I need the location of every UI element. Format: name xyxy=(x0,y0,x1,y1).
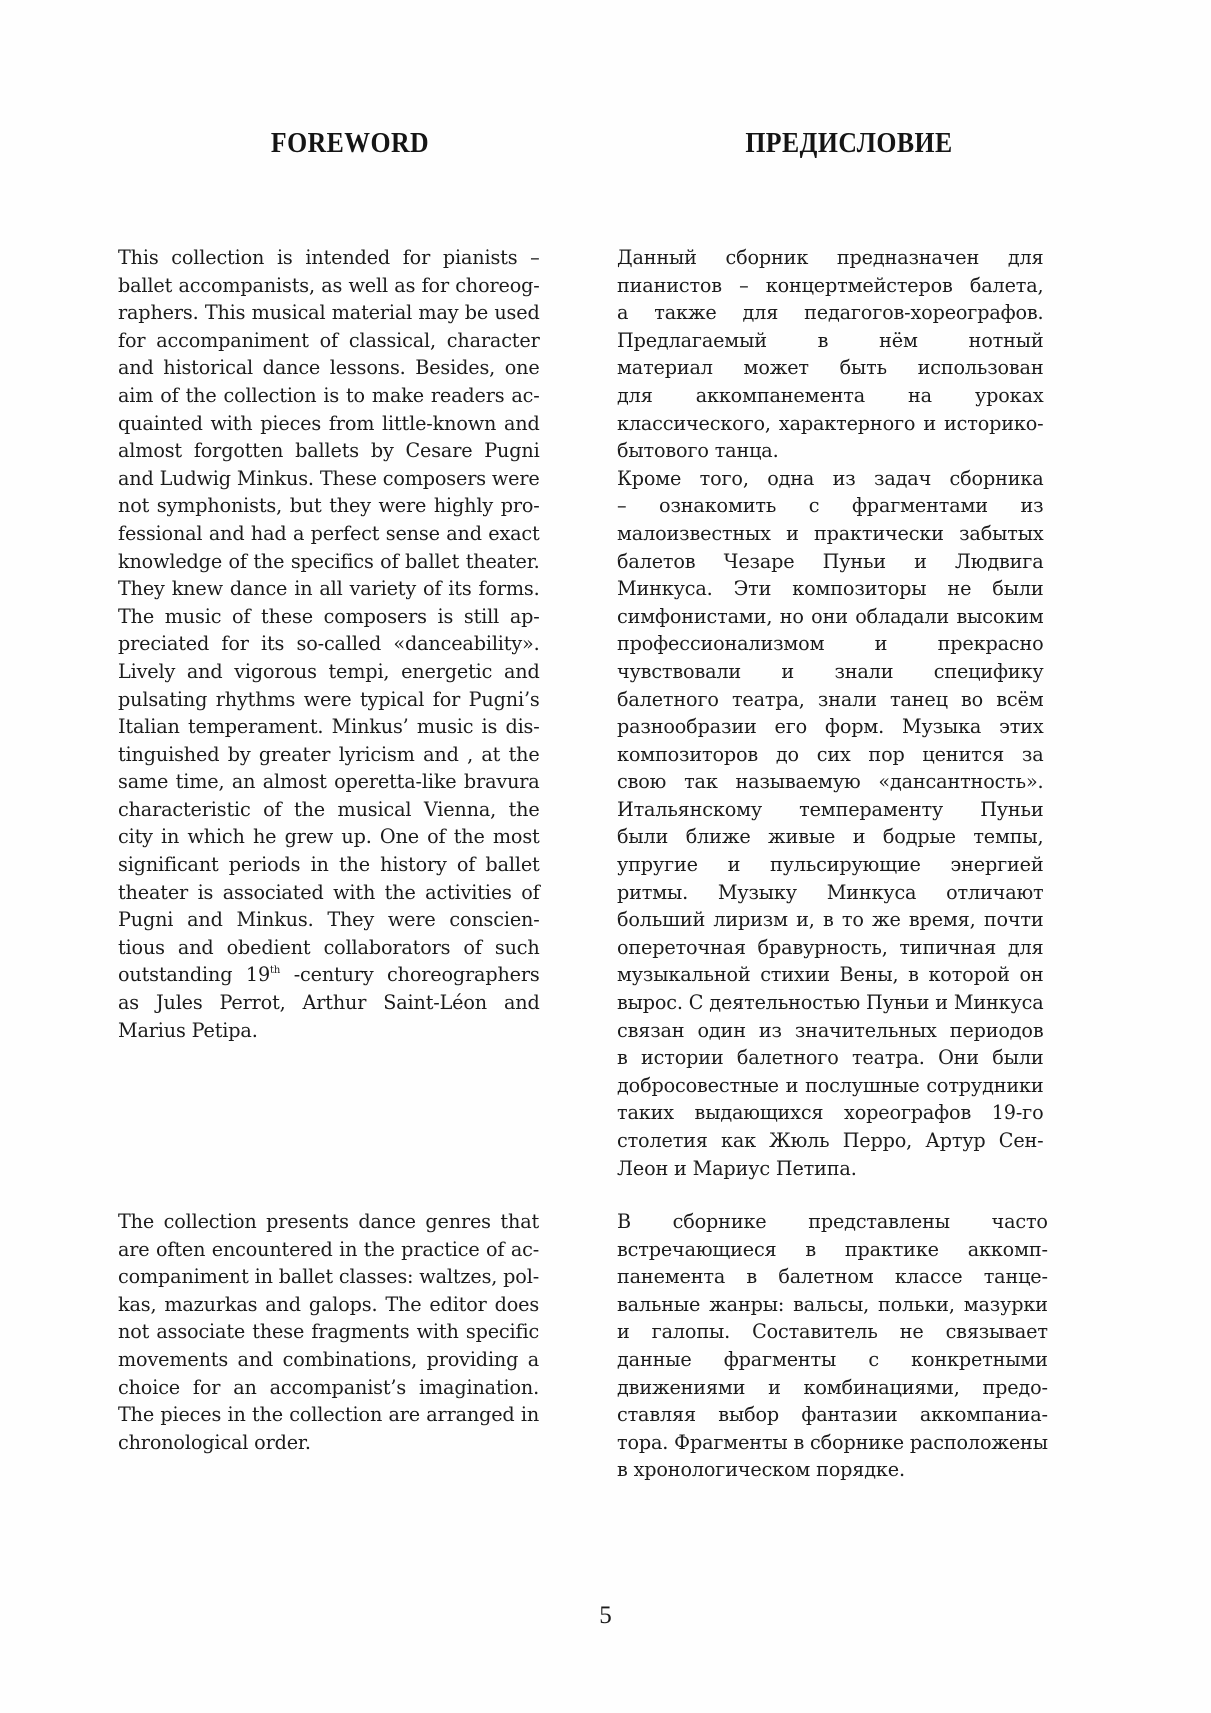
text-line: This collection is intended for pianists – xyxy=(118,246,540,269)
text-line: композиторов до сих пор ценится за xyxy=(617,742,1044,766)
text-line: ритмы. Музыку Минкуса отличают xyxy=(617,880,1044,904)
text-line: и галопы. Составитель не связывает xyxy=(617,1320,1048,1344)
text-line: characteristic of the musical Vienna, the xyxy=(118,797,540,821)
text-line-with-superscript xyxy=(118,961,540,989)
text-line: movements and combinations, providing a xyxy=(118,1347,540,1371)
text-line: В сборнике представлены часто xyxy=(617,1210,1048,1233)
text-line: as Jules Perrot, Arthur Saint-Léon and xyxy=(118,991,540,1015)
text-line: companiment in ballet classes: waltzes, pol- xyxy=(118,1265,540,1289)
text-line: and Ludwig Minkus. These composers were xyxy=(118,466,540,490)
text-line: almost forgotten ballets by Cesare Pugni xyxy=(118,439,540,463)
text-line: chronological order. xyxy=(118,1430,311,1454)
text-line: The pieces in the collection are arranged in xyxy=(118,1403,540,1427)
text-line: city in which he grew up. One of the most xyxy=(118,825,540,849)
text-line: а также для педагогов-хореографов. xyxy=(617,301,1044,325)
heading-predislovie: ПРЕДИСЛОВИЕ xyxy=(745,128,953,159)
text-line: разнообразии его форм. Музыка этих xyxy=(617,715,1044,739)
heading-foreword: FOREWORD xyxy=(270,128,430,159)
text-line: same time, an almost operetta-like bravura xyxy=(118,770,540,794)
text-line: столетия как Жюль Перро, Артур Сен- xyxy=(617,1129,1044,1152)
text-line: чувствовали и знали специфику xyxy=(617,659,1044,683)
text-line: больший лиризм и, в то же время, почти xyxy=(617,908,1044,932)
text-line: and historical dance lessons. Besides, one xyxy=(118,356,540,380)
text-line: tious and obedient collaborators of such xyxy=(118,935,540,959)
text-line: Предлагаемый в нём нотный xyxy=(617,328,1044,352)
text-line: классического, характерного и историко- xyxy=(617,411,1044,435)
text-line: упругие и пульсирующие энергией xyxy=(617,853,1044,877)
text-line: significant periods in the history of ballet xyxy=(118,853,540,877)
text-line: raphers. This musical material may be used xyxy=(118,301,540,325)
text-line: в хронологическом порядке. xyxy=(617,1458,905,1482)
text-line: pulsating rhythms were typical for Pugni’s xyxy=(118,687,540,711)
text-line: Marius Petipa. xyxy=(118,1018,258,1042)
text-line: fessional and had a perfect sense and exact xyxy=(118,521,540,545)
english-paragraph-2 xyxy=(118,1208,539,1456)
text-line: choice for an accompanist’s imagination. xyxy=(118,1375,540,1399)
page-number: 5 xyxy=(599,1602,612,1629)
text-line: not symphonists, but they were highly pro- xyxy=(118,494,540,518)
text-line: балетов Чезаре Пуньи и Людвига xyxy=(617,549,1044,573)
text-line: tinguished by greater lyricism and , at the xyxy=(118,742,540,766)
text-line: The music of these composers is still ap- xyxy=(118,604,540,628)
text-line: вальные жанры: вальсы, польки, мазурки xyxy=(617,1292,1048,1316)
text-line: Данный сборник предназначен для xyxy=(617,246,1044,269)
text-line: музыкальной стихии Вены, в которой он xyxy=(617,963,1044,987)
english-paragraph-1 xyxy=(118,244,540,1044)
text-line: встречающиеся в практике аккомп- xyxy=(617,1237,1048,1261)
text-line: Леон и Мариус Петипа. xyxy=(617,1156,857,1180)
text-line: балетного театра, знали танец во всём xyxy=(617,687,1044,711)
text-line: тора. Фрагменты в сборнике расположены xyxy=(617,1430,1048,1454)
russian-paragraph-1 xyxy=(617,244,1044,1182)
text-line: были ближе живые и бодрые темпы, xyxy=(617,825,1044,849)
text-line: Минкуса. Эти композиторы не были xyxy=(617,577,1044,601)
text-line: в истории балетного театра. Они были xyxy=(617,1046,1044,1070)
text-line: preciated for its so-called «danceability». xyxy=(118,632,540,656)
text-line: опереточная бравурность, типичная для xyxy=(617,935,1044,959)
text-line: пианистов – концертмейстеров балета, xyxy=(617,273,1044,297)
text-line: theater is associated with the activities of xyxy=(118,880,540,904)
text-line: quainted with pieces from little-known and xyxy=(118,411,540,435)
text-line: The collection presents dance genres that xyxy=(118,1210,540,1233)
text-line: связан один из значительных периодов xyxy=(617,1018,1044,1042)
text-line: движениями и комбинациями, предо- xyxy=(617,1375,1048,1399)
text-line: – ознакомить с фрагментами из xyxy=(617,494,1044,518)
text-line: малоизвестных и практически забытых xyxy=(617,521,1044,545)
text-line: профессионализмом и прекрасно xyxy=(617,632,1044,656)
text-line: для аккомпанемента на уроках xyxy=(617,383,1044,407)
text-line: Lively and vigorous tempi, energetic and xyxy=(118,659,540,683)
russian-paragraph-2 xyxy=(617,1208,1048,1484)
text-line: таких выдающихся хореографов 19-го xyxy=(617,1101,1044,1125)
text-line: Italian temperament. Minkus’ music is dis- xyxy=(118,715,540,739)
text-line: данные фрагменты с конкретными xyxy=(617,1347,1048,1371)
text-line: They knew dance in all variety of its forms. xyxy=(118,577,540,601)
text-line: Кроме того, одна из задач сборника xyxy=(617,466,1044,490)
text-line: Pugni and Minkus. They were conscien- xyxy=(118,908,540,932)
text-line: ballet accompanists, as well as for choreog- xyxy=(118,273,540,297)
text-line: симфонистами, но они обладали высоким xyxy=(617,604,1044,628)
text-line: for accompaniment of classical, character xyxy=(118,328,540,352)
text-line: ставляя выбор фантазии аккомпаниа- xyxy=(617,1403,1048,1427)
text-line: свою так называемую «дансантность». xyxy=(617,770,1044,794)
text-fragment: outstanding 19 xyxy=(118,963,271,987)
ordinal-superscript: th xyxy=(270,965,281,977)
text-fragment: -century choreographers xyxy=(280,963,540,987)
text-line: kas, mazurkas and galops. The editor does xyxy=(118,1292,540,1316)
text-line: панемента в балетном классе танце- xyxy=(617,1265,1048,1289)
text-line: Итальянскому темпераменту Пуньи xyxy=(617,797,1044,821)
text-line: материал может быть использован xyxy=(617,356,1044,380)
text-line: вырос. С деятельностью Пуньи и Минкуса xyxy=(617,991,1044,1015)
text-line: добросовестные и послушные сотрудники xyxy=(617,1073,1044,1097)
text-line: not associate these fragments with specific xyxy=(118,1320,540,1344)
text-line: knowledge of the specifics of ballet theater. xyxy=(118,549,540,573)
text-line: бытового танца. xyxy=(617,439,779,463)
text-line: aim of the collection is to make readers ac- xyxy=(118,383,540,407)
text-line: are often encountered in the practice of ac- xyxy=(118,1237,540,1261)
